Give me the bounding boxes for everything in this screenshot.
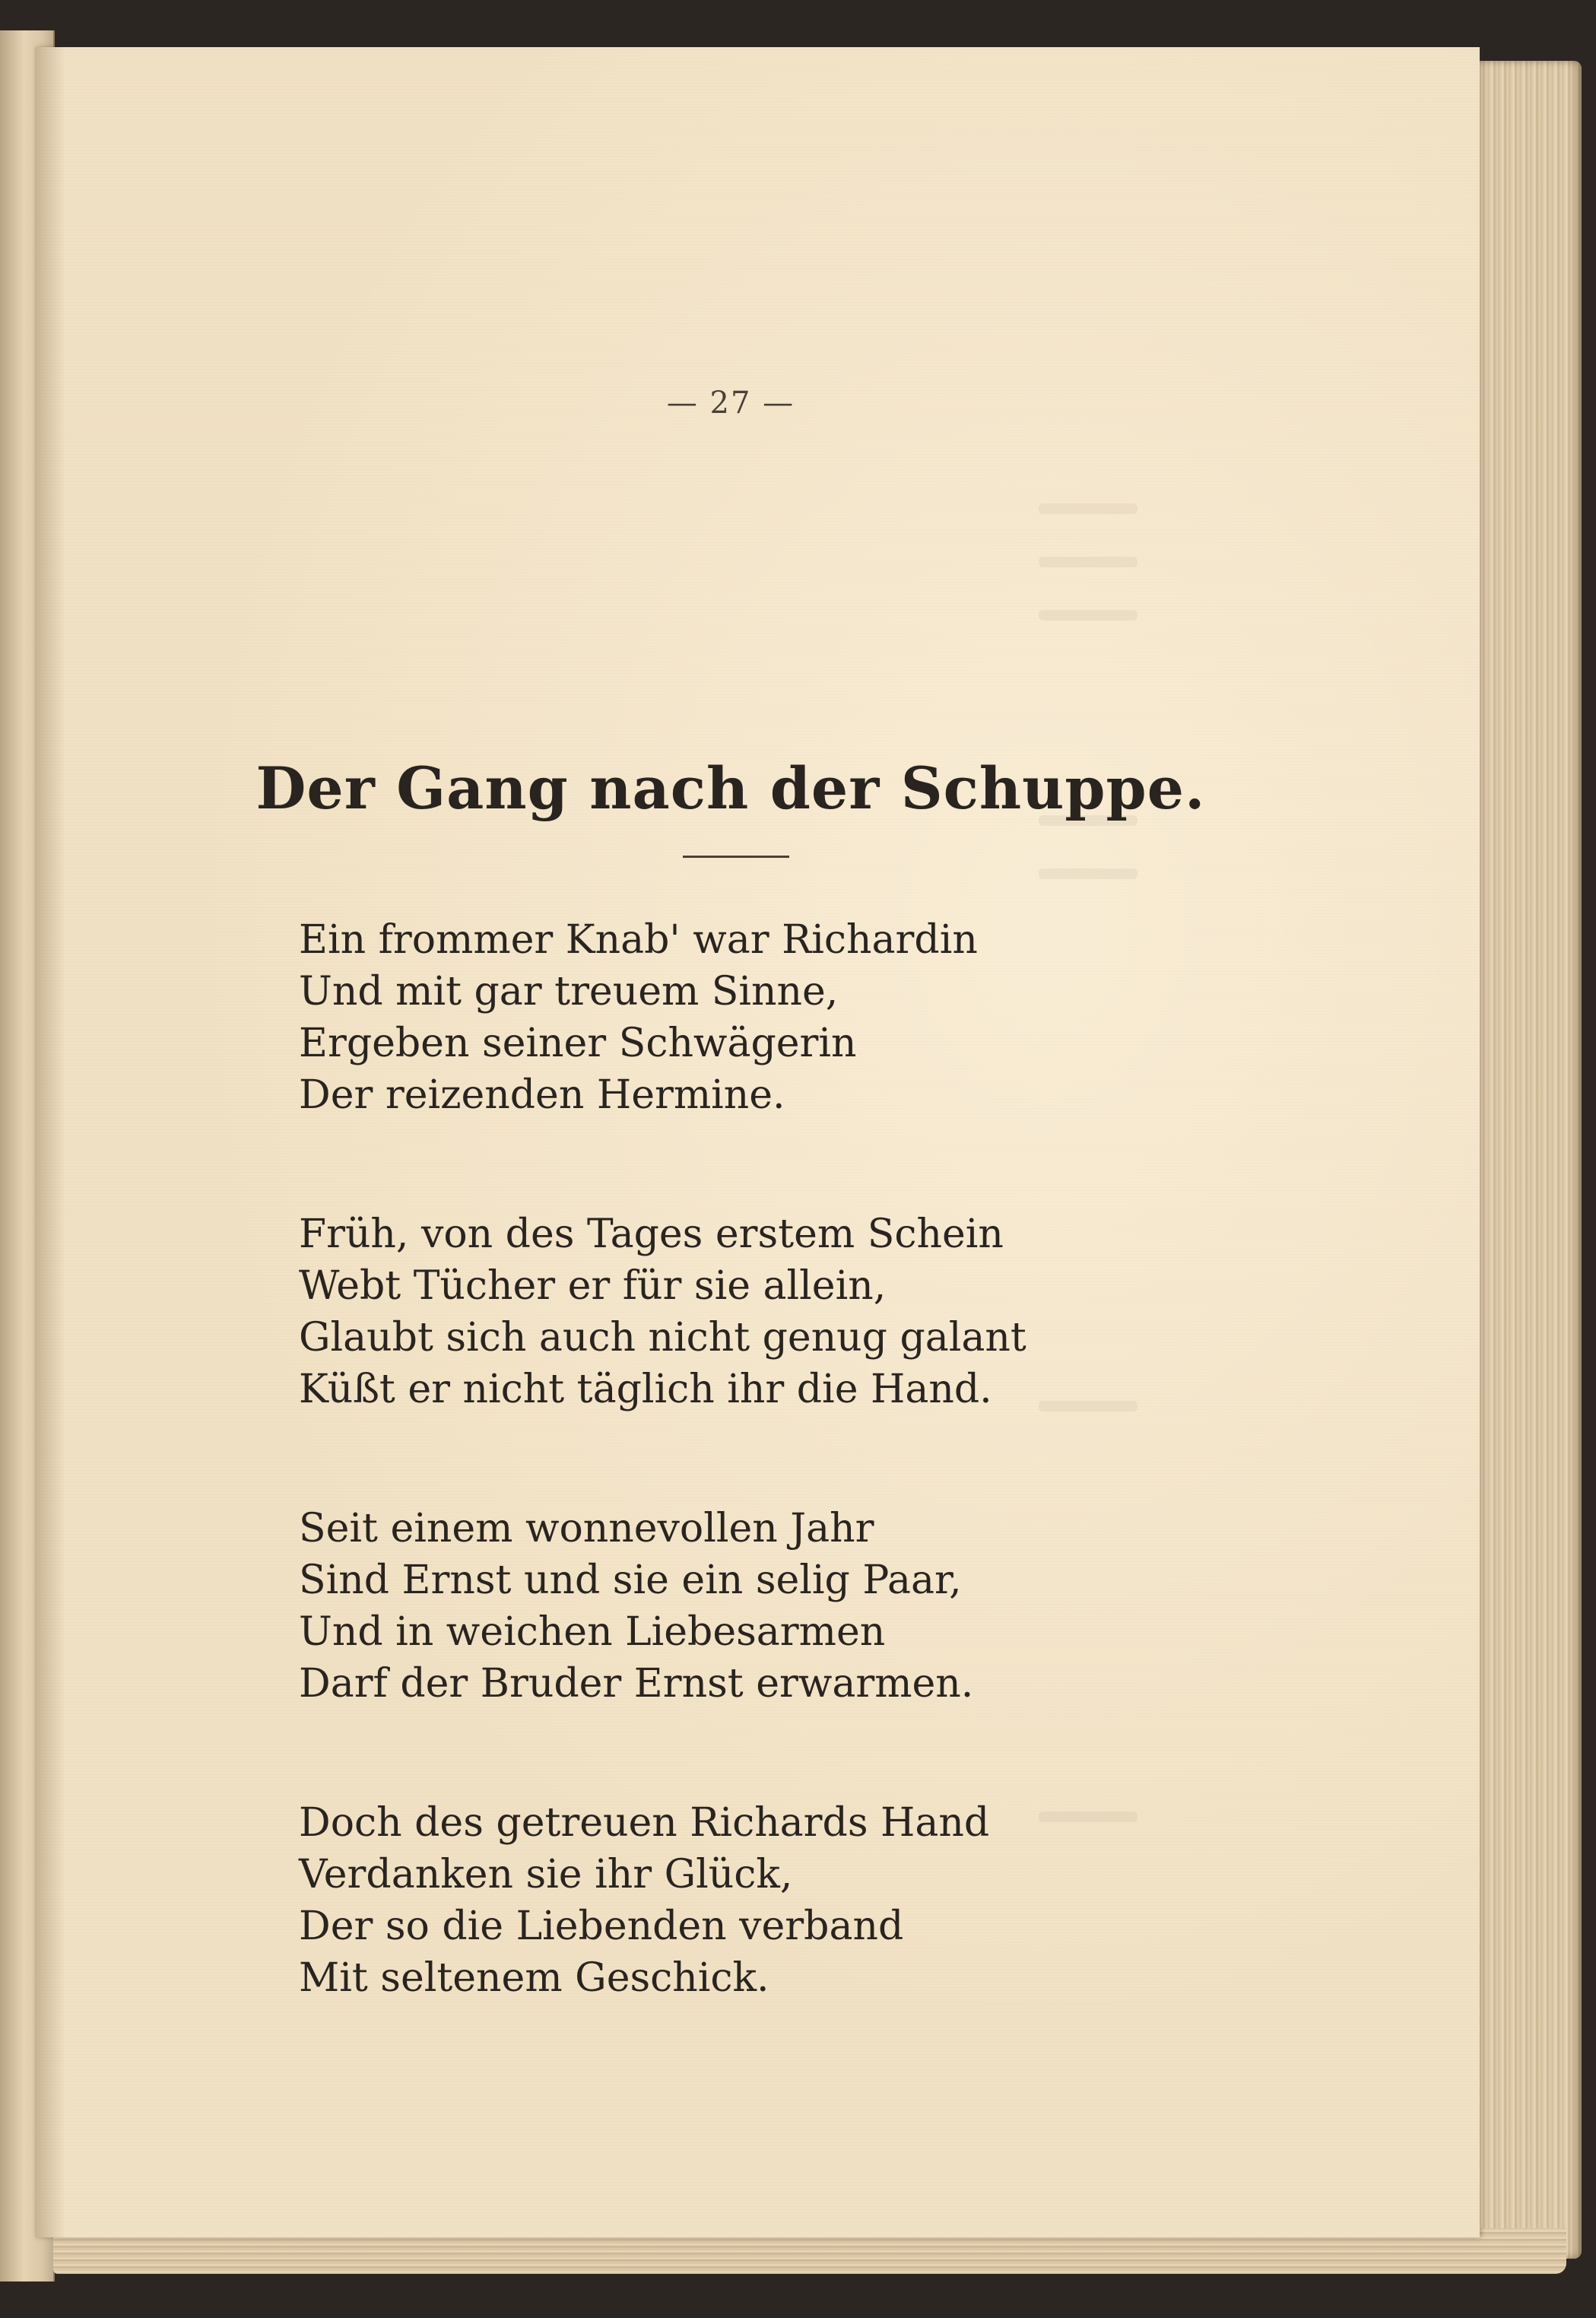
show-through-mark [1039, 610, 1138, 621]
stanza [299, 914, 1135, 1121]
verse-line: Verdanken sie ihr Glück, [299, 1852, 793, 1897]
verse-line: Doch des getreuen Richards Hand [299, 1800, 990, 1846]
stanza [299, 1208, 1135, 1415]
verse-line: Der so die Liebenden verband [299, 1904, 904, 1949]
verse-line: Ein frommer Knab' war Richardin [299, 917, 978, 963]
verse-line: Webt Tücher er für sie allein, [299, 1263, 887, 1309]
page-stack-edge [1467, 61, 1582, 2259]
poem-body [299, 914, 1135, 2091]
verse-line: Ergeben seiner Schwägerin [299, 1021, 857, 1066]
verse-line: Seit einem wonnevollen Jahr [299, 1506, 874, 1551]
title-rule [683, 856, 789, 858]
page-gutter-shadow [35, 47, 65, 2237]
verse-line: Sind Ernst und sie ein selig Paar, [299, 1558, 962, 1603]
verse-line: Mit seltenem Geschick. [299, 1955, 769, 2001]
verse-line: Küßt er nicht täglich ihr die Hand. [299, 1367, 992, 1412]
book-page [35, 47, 1480, 2237]
page-number: — 27 — [666, 386, 795, 421]
verse-line: Und in weichen Liebesarmen [299, 1609, 886, 1655]
stanza [299, 1503, 1135, 1710]
verse-line: Früh, von des Tages erstem Schein [299, 1211, 1004, 1257]
verse-line: Der reizenden Hermine. [299, 1072, 785, 1118]
show-through-mark [1039, 557, 1138, 567]
verse-line: Und mit gar treuem Sinne, [299, 969, 839, 1015]
show-through-mark [1039, 503, 1138, 514]
verse-line: Glaubt sich auch nicht genug galant [299, 1315, 1026, 1361]
stanza [299, 1797, 1135, 2004]
poem-title: Der Gang nach der Schuppe. [255, 754, 1206, 822]
verse-line: Darf der Bruder Ernst erwarmen. [299, 1661, 974, 1707]
show-through-mark [1039, 868, 1138, 879]
